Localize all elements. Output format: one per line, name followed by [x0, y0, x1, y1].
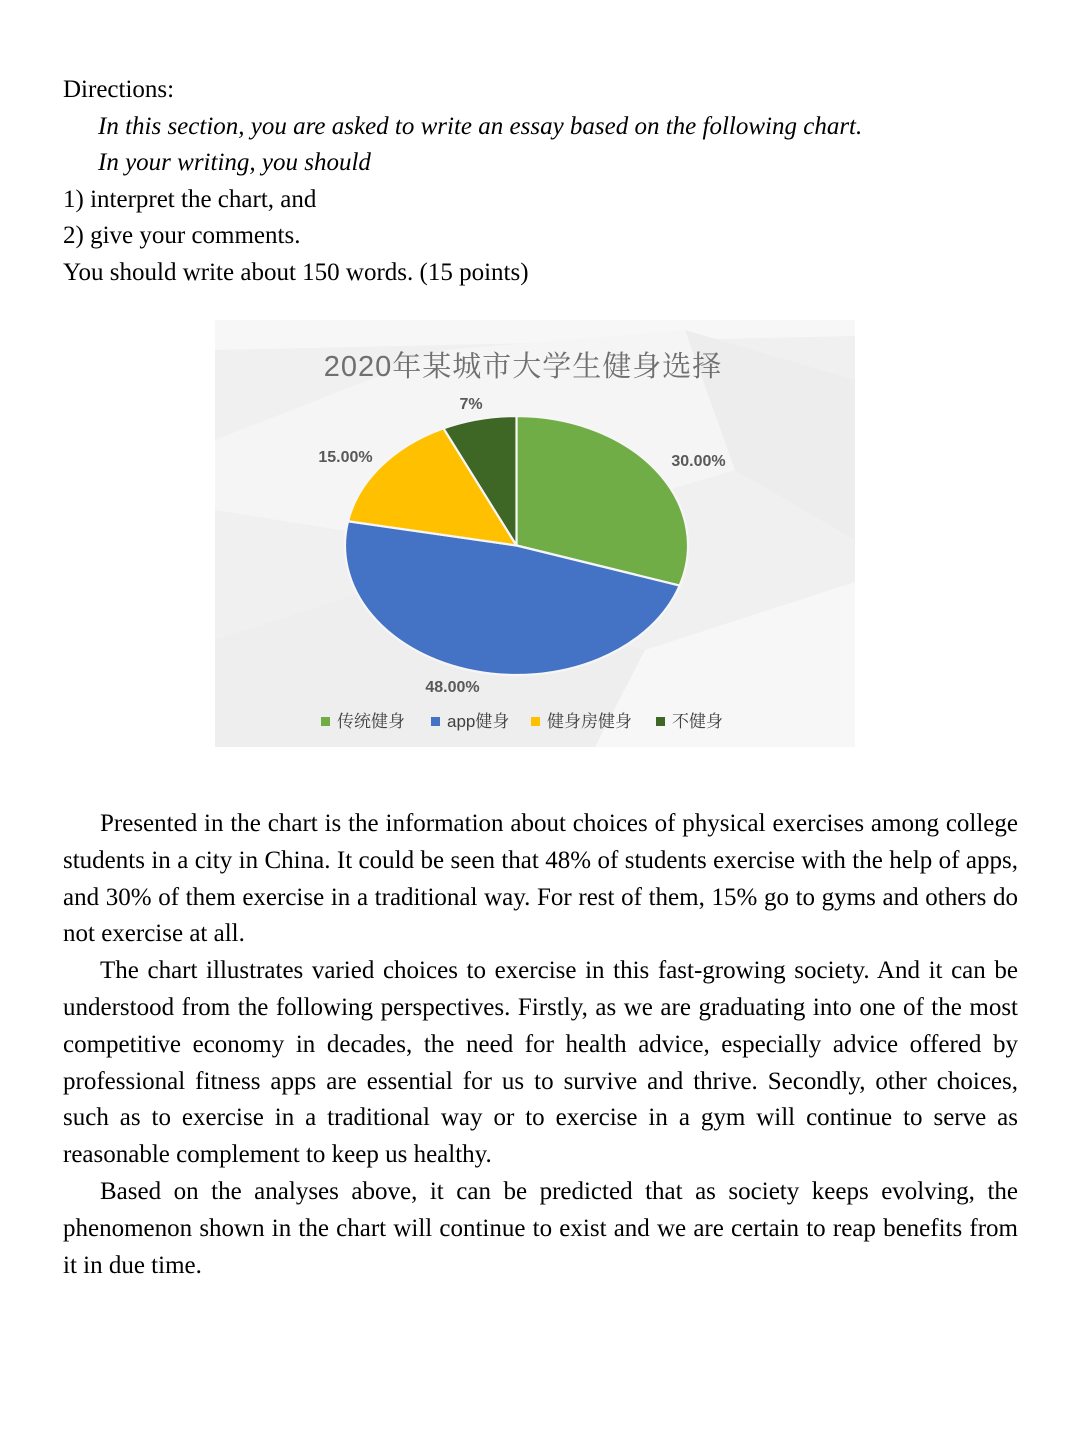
essay-paragraph-1: Presented in the chart is the information about choices of physical exercises among college students in a city in China. It could be seen that 48% of students exercise with the help of apps, and 30% of them exercise in a traditional way. For rest of them, 15% go to gyms and others do not exercise at all.: [63, 810, 1018, 948]
legend-swatch-app: [431, 717, 440, 726]
legend-label-app: app健身: [447, 712, 510, 731]
directions-list-item-1: 1) interpret the chart, and: [63, 185, 317, 213]
pie-slices: [345, 416, 688, 675]
essay-paragraph-3: Based on the analyses above, it can be predicted that as society keeps evolving, the phenomenon shown in the chart will continue to exist and we are certain to reap benefits from it in due time.: [63, 1177, 1018, 1279]
legend-label-traditional: 传统健身: [337, 712, 405, 731]
legend-swatch-gym: [531, 717, 540, 726]
directions-heading: Directions:: [63, 76, 175, 103]
label-gym-pct: 15.00%: [318, 449, 373, 466]
directions-list-item-2: 2) give your comments.: [63, 222, 301, 250]
directions-note: You should write about 150 words. (15 points): [63, 258, 529, 286]
essay-paragraph-2: The chart illustrates varied choices to exercise in this fast-growing society. And it can be understood from the following perspectives. Firstly, as we are graduating into one of the most competitive economy in decades, the need for health advice, especially advice offered by professional fitness apps are essential for us to survive and thrive. Secondly, other choices, such as to exercise in a traditional way or to exercise in a gym will continue to serve as reasonable complement to keep us healthy.: [63, 957, 1018, 1169]
directions-block: [63, 72, 1018, 292]
label-traditional-pct: 30.00%: [671, 453, 726, 470]
directions-instruction-line-2: In your writing, you should: [98, 149, 371, 177]
essay-body: [63, 806, 1018, 1284]
pie-chart-figure: [215, 320, 855, 747]
label-app-pct: 48.00%: [425, 679, 480, 696]
legend-label-gym: 健身房健身: [547, 712, 632, 731]
pie-chart-svg: [215, 320, 855, 747]
legend-label-none: 不健身: [672, 712, 723, 731]
chart-title: 2020年某城市大学生健身选择: [323, 351, 723, 383]
legend-swatch-traditional: [321, 717, 330, 726]
label-none-pct: 7%: [459, 396, 483, 413]
directions-instruction-line-1: In this section, you are asked to write an essay based on the following chart.: [98, 112, 863, 140]
legend-swatch-none: [656, 717, 665, 726]
